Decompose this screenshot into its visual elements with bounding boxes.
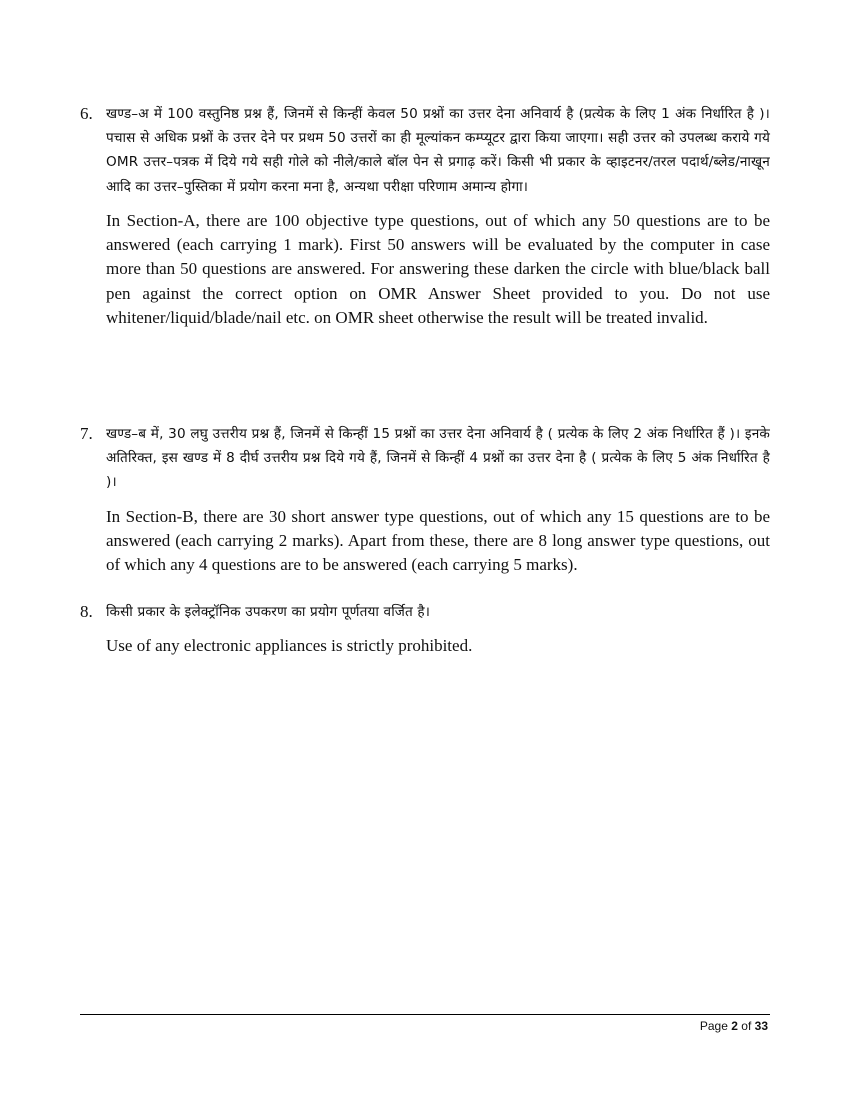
instruction-english-text: In Section-A, there are 100 objective type questions, out of which any 50 questions are to be answered (each carrying 1 mark). First 50 answers will be evaluated by the computer in case more than 50 questions are answered. For answering these darken the circle with blue/black ball pen against the correct option on OMR Answer Sheet provided to you. Do not use whitener/liquid/blade/nail etc. on OMR sheet otherwise the result will be treated invalid.	[106, 210, 770, 327]
instruction-number: 6.	[80, 104, 93, 123]
total-page-count: 33	[754, 1019, 768, 1033]
of-label: of	[741, 1019, 752, 1033]
page-label: Page	[699, 1019, 728, 1033]
page-footer	[700, 1018, 768, 1034]
instruction-hindi-text: खण्ड–अ में 100 वस्तुनिष्ठ प्रश्न हैं, जिनमें से किन्हीं केवल 50 प्रश्नों का उत्तर देना अनिवार्य है (प्रत्येक के लिए 1 अंक निर्धारित है )। पचास से अधिक प्रश्नों के उत्तर देने पर प्रथम 50 उत्तरों का ही मूल्यांकन कम्प्यूटर द्वारा किया जाएगा। सही उत्तर को उपलब्ध कराये गये OMR उत्तर–पत्रक में दिये गये सही गोले को नीले/काले बॉल पेन से प्रगाढ़ करें। किसी भी प्रकार के व्हाइटनर/तरल पदार्थ/ब्लेड/नाखून आदि का उत्तर–पुस्तिका में प्रयोग करना मना है, अन्यथा परीक्षा परिणाम अमान्य होगा।	[106, 106, 770, 195]
instruction-number: 8.	[80, 602, 93, 621]
instruction-english-text: In Section-B, there are 30 short answer type questions, out of which any 15 questions are to be answered (each carrying 2 marks). Apart from these, there are 8 long answer type questions, out of which any 4 questions are to be answered (each carrying 5 marks).	[106, 506, 770, 575]
current-page-number: 2	[731, 1019, 738, 1033]
instruction-6	[80, 102, 770, 330]
instruction-8	[80, 600, 770, 659]
instruction-hindi-text: किसी प्रकार के इलेक्ट्रॉनिक उपकरण का प्रयोग पूर्णतया वर्जित है।	[106, 604, 431, 620]
instruction-number: 7.	[80, 424, 93, 443]
instruction-7	[80, 422, 770, 578]
footer-divider	[80, 1014, 770, 1015]
instruction-hindi-text: खण्ड–ब में, 30 लघु उत्तरीय प्रश्न हैं, जिनमें से किन्हीं 15 प्रश्नों का उत्तर देना अनिवार्य है ( प्रत्येक के लिए 2 अंक निर्धारित हैं )। इनके अतिरिक्त, इस खण्ड में 8 दीर्घ उत्तरीय प्रश्न दिये गये हैं, जिनमें से किन्हीं 4 प्रश्नों का उत्तर देना है ( प्रत्येक के लिए 5 अंक निर्धारित है )।	[106, 426, 770, 491]
instruction-english-text: Use of any electronic appliances is strictly prohibited.	[106, 636, 473, 656]
